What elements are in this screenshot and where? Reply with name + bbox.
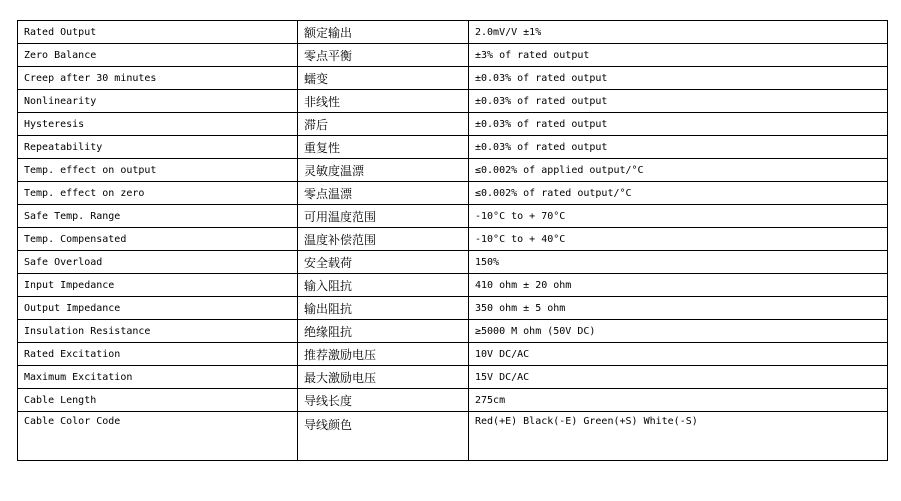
spec-value-cell: Red(+E) Black(-E) Green(+S) White(-S) [469, 412, 888, 461]
chinese-name-cell: 额定输出 [298, 21, 469, 44]
spec-value-cell: 10V DC/AC [469, 343, 888, 366]
chinese-name-cell: 绝缘阻抗 [298, 320, 469, 343]
param-name-cell: Repeatability [18, 136, 298, 159]
param-name-cell: Maximum Excitation [18, 366, 298, 389]
spec-value-cell: ±0.03% of rated output [469, 90, 888, 113]
param-name-cell: Zero Balance [18, 44, 298, 67]
table-row [18, 44, 888, 67]
chinese-name-cell: 输入阻抗 [298, 274, 469, 297]
chinese-name-cell: 导线长度 [298, 389, 469, 412]
chinese-name-cell: 零点温漂 [298, 182, 469, 205]
table-row [18, 159, 888, 182]
table-row [18, 136, 888, 159]
param-name-cell: Input Impedance [18, 274, 298, 297]
table-row [18, 67, 888, 90]
param-name-cell: Cable Length [18, 389, 298, 412]
param-name-cell: Temp. Compensated [18, 228, 298, 251]
chinese-name-cell: 重复性 [298, 136, 469, 159]
chinese-name-cell: 滞后 [298, 113, 469, 136]
param-name-cell: Nonlinearity [18, 90, 298, 113]
chinese-name-cell: 推荐激励电压 [298, 343, 469, 366]
param-name-cell: Insulation Resistance [18, 320, 298, 343]
chinese-name-cell: 灵敏度温漂 [298, 159, 469, 182]
spec-value-cell: 350 ohm ± 5 ohm [469, 297, 888, 320]
spec-value-cell: -10°C to + 70°C [469, 205, 888, 228]
spec-value-cell: -10°C to + 40°C [469, 228, 888, 251]
param-name-cell: Hysteresis [18, 113, 298, 136]
chinese-name-cell: 输出阻抗 [298, 297, 469, 320]
spec-value-cell: ±0.03% of rated output [469, 113, 888, 136]
spec-value-cell: ±0.03% of rated output [469, 136, 888, 159]
table-row [18, 343, 888, 366]
chinese-name-cell: 蠕变 [298, 67, 469, 90]
chinese-name-cell: 非线性 [298, 90, 469, 113]
chinese-name-cell: 可用温度范围 [298, 205, 469, 228]
chinese-name-cell: 温度补偿范围 [298, 228, 469, 251]
spec-value-cell: ±3% of rated output [469, 44, 888, 67]
spec-value-cell: 15V DC/AC [469, 366, 888, 389]
spec-value-cell: ≤0.002% of applied output/°C [469, 159, 888, 182]
spec-value-cell: 275cm [469, 389, 888, 412]
param-name-cell: Temp. effect on zero [18, 182, 298, 205]
specification-table [17, 20, 888, 461]
table-row [18, 205, 888, 228]
table-row [18, 113, 888, 136]
spec-value-cell: 150% [469, 251, 888, 274]
param-name-cell: Output Impedance [18, 297, 298, 320]
table-row [18, 412, 888, 461]
chinese-name-cell: 安全载荷 [298, 251, 469, 274]
spec-value-cell: 410 ohm ± 20 ohm [469, 274, 888, 297]
table-row [18, 366, 888, 389]
table-row [18, 21, 888, 44]
table-row [18, 320, 888, 343]
chinese-name-cell: 最大激励电压 [298, 366, 469, 389]
table-row [18, 182, 888, 205]
table-row [18, 297, 888, 320]
table-row [18, 228, 888, 251]
spec-value-cell: ≤0.002% of rated output/°C [469, 182, 888, 205]
param-name-cell: Temp. effect on output [18, 159, 298, 182]
table-row [18, 90, 888, 113]
param-name-cell: Cable Color Code [18, 412, 298, 461]
table-row [18, 251, 888, 274]
table-row [18, 274, 888, 297]
chinese-name-cell: 导线颜色 [298, 412, 469, 461]
spec-value-cell: 2.0mV/V ±1% [469, 21, 888, 44]
chinese-name-cell: 零点平衡 [298, 44, 469, 67]
spec-value-cell: ±0.03% of rated output [469, 67, 888, 90]
param-name-cell: Safe Temp. Range [18, 205, 298, 228]
param-name-cell: Rated Excitation [18, 343, 298, 366]
param-name-cell: Safe Overload [18, 251, 298, 274]
table-row [18, 389, 888, 412]
specification-table-body [18, 21, 888, 461]
spec-value-cell: ≥5000 M ohm (50V DC) [469, 320, 888, 343]
param-name-cell: Creep after 30 minutes [18, 67, 298, 90]
param-name-cell: Rated Output [18, 21, 298, 44]
